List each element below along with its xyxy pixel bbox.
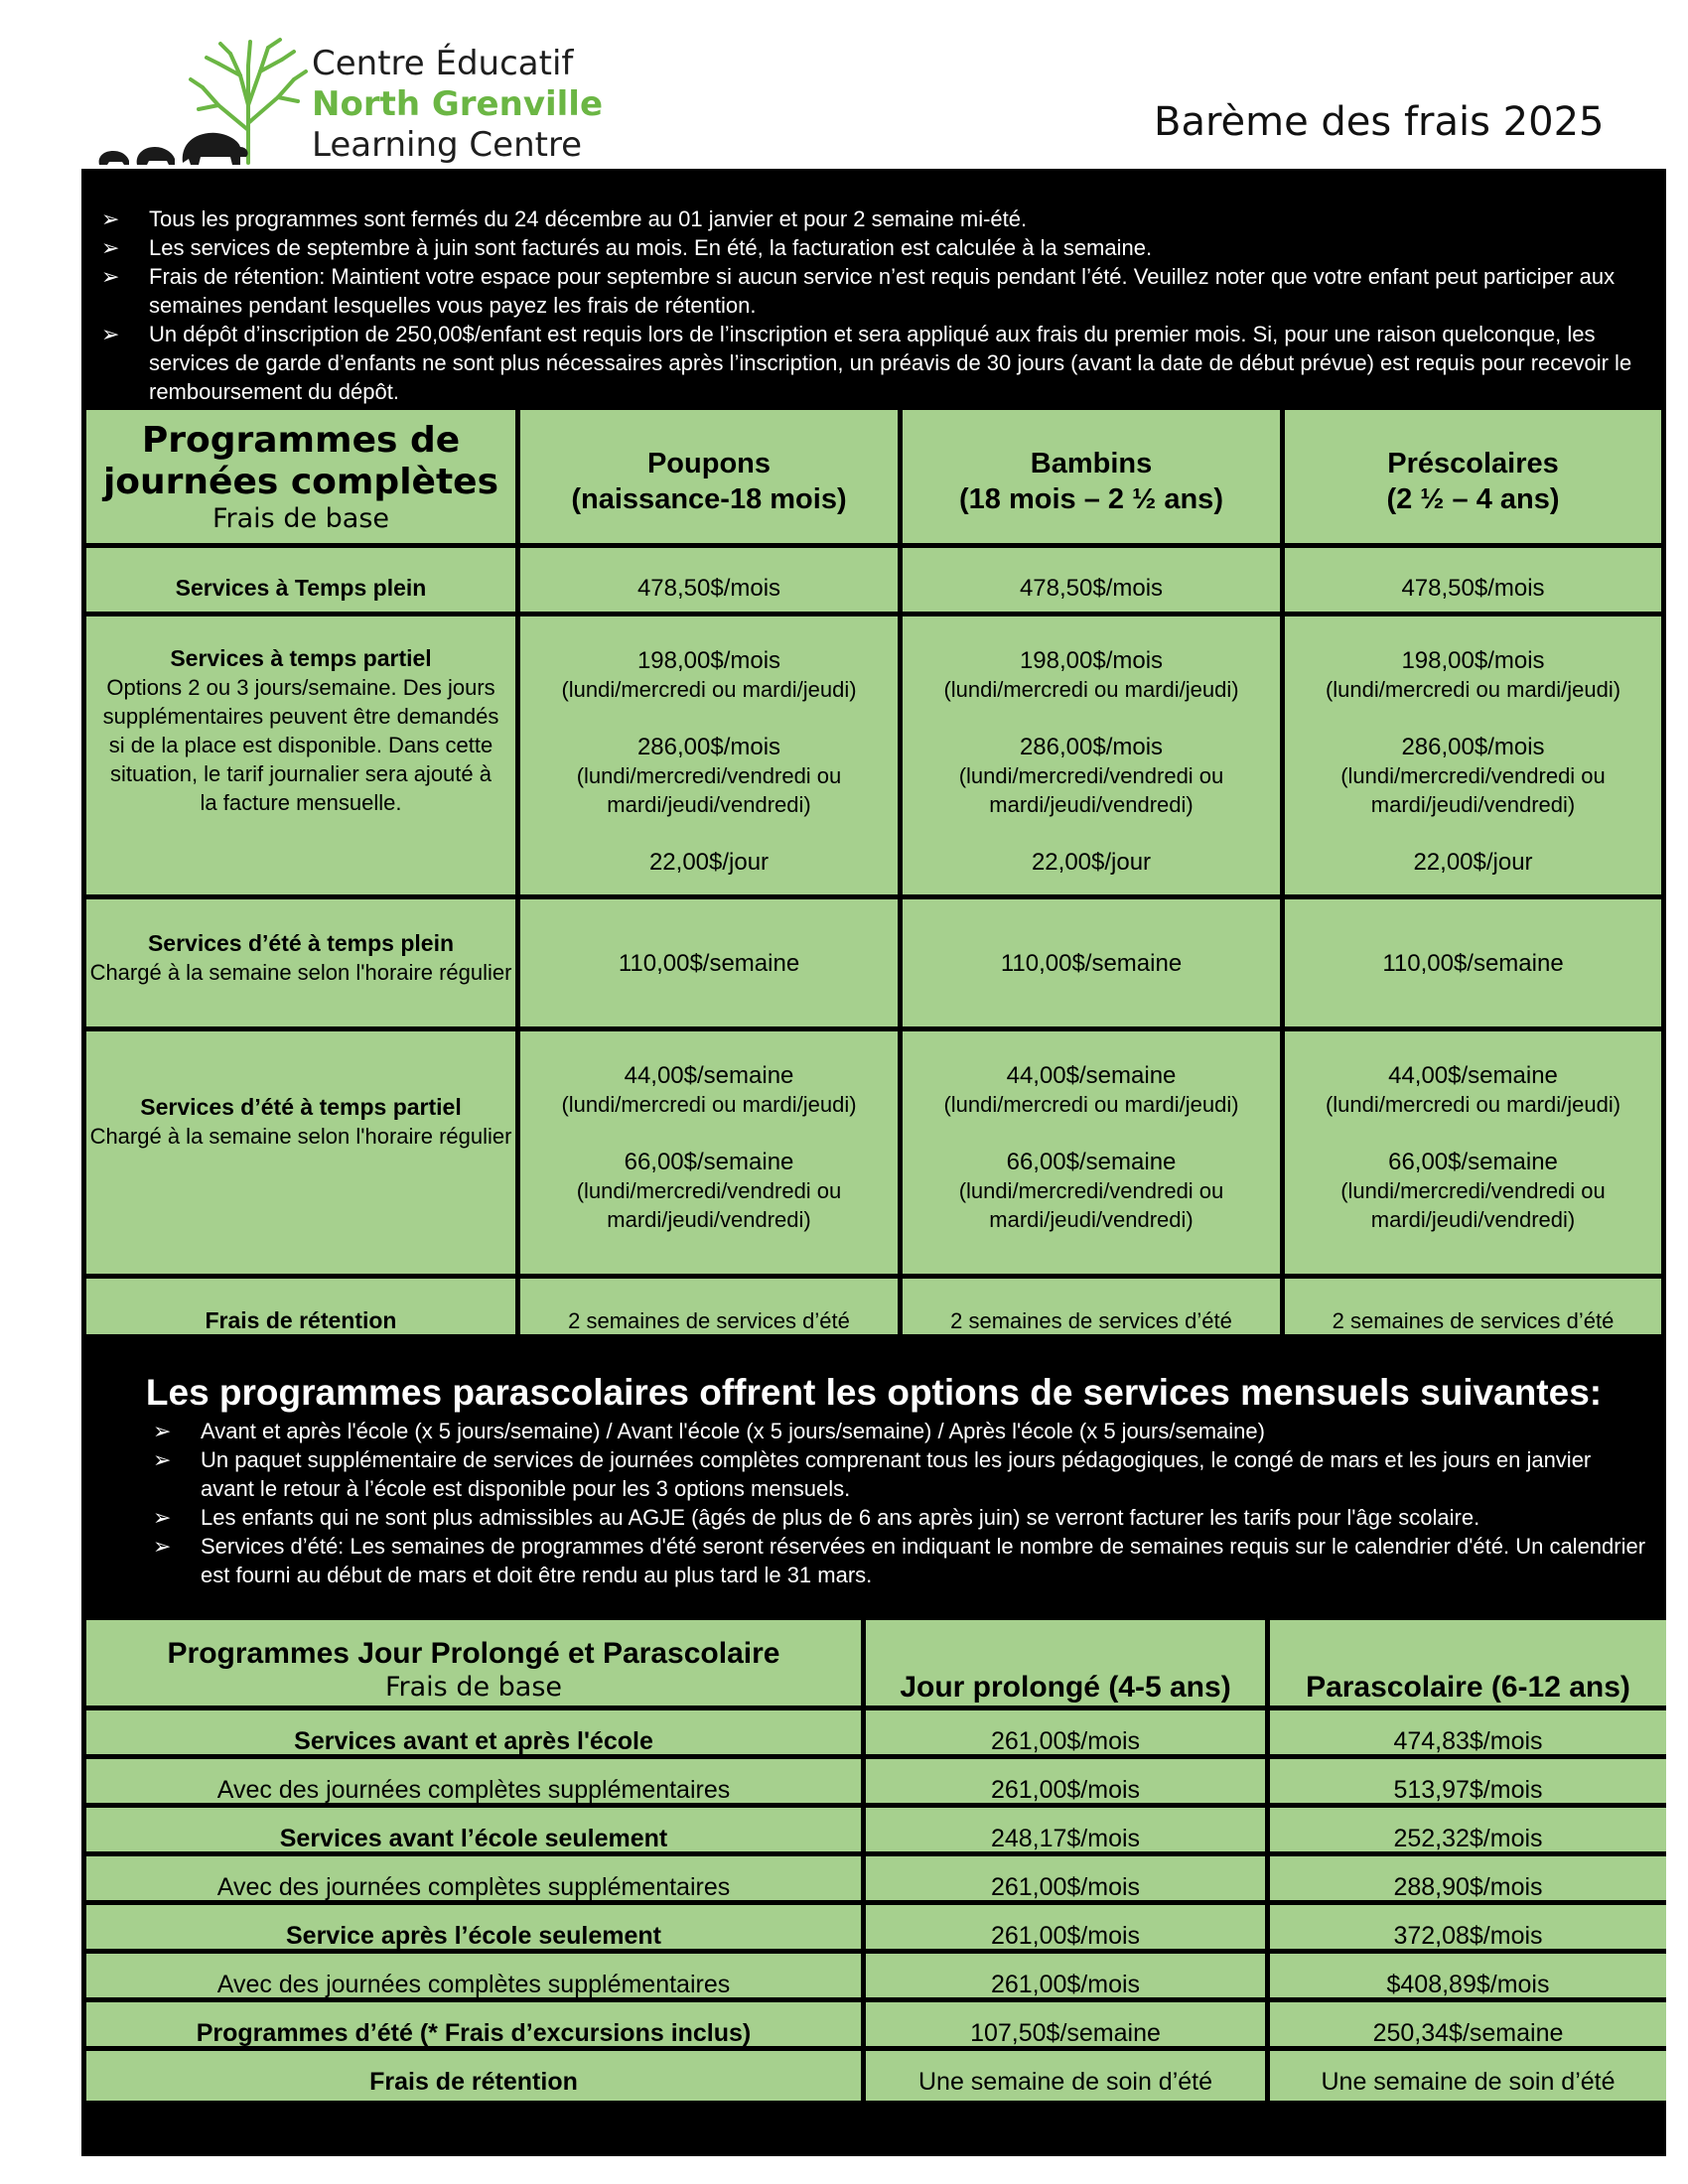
full-day-title-1: Programmes de <box>141 420 461 461</box>
arrow-bullet-icon: ➢ <box>101 235 120 260</box>
afterschool-bullet: ➢ Les enfants qui ne sont plus admissibles au AGJE (âgés de plus de 6 ans après juin) se verront facturer les tarifs pour l'âge scolaire. <box>153 1505 1480 1530</box>
extended-row-label: Services avant et après l'école <box>86 1710 861 1754</box>
arrow-bullet-icon: ➢ <box>153 1447 172 1472</box>
logo-line-3: Learning Centre <box>312 125 583 165</box>
part-time-values: 198,00$/mois (lundi/mercredi ou mardi/jeudi) 286,00$/mois (lundi/mercredi/vendredi ou mardi/jeudi/vendredi) 22,00$/jour <box>520 616 898 894</box>
column-header-prescolaires: Préscolaires (2 ½ – 4 ans) <box>1285 410 1661 543</box>
document-title: Barème des frais 2025 <box>1154 99 1605 145</box>
afterschool-bullet: ➢ Avant et après l'école (x 5 jours/semaine) / Avant l'école (x 5 jours/semaine) / Après l'école (x 5 jours/semaine) <box>153 1419 1265 1443</box>
afterschool-bullet: ➢ Un paquet supplémentaire de services de journées complètes comprenant tous les jours pédagogiques, le congé de mars et les jours en janvier avant le retour à l’école est disponible pour les 3 options mensuels. <box>153 1447 1592 1501</box>
extended-row-value-parascolaire: 513,97$/mois <box>1270 1759 1666 1803</box>
column-header-jour-prolonge: Jour prolongé (4-5 ans) <box>866 1620 1265 1706</box>
summer-full-value: 110,00$/semaine <box>520 899 898 1026</box>
extended-row-label: Avec des journées complètes supplémentaires <box>86 1954 861 1997</box>
part-time-values: 198,00$/mois (lundi/mercredi ou mardi/jeudi) 286,00$/mois (lundi/mercredi/vendredi ou mardi/jeudi/vendredi) 22,00$/jour <box>1285 616 1661 894</box>
summer-part-values: 44,00$/semaine (lundi/mercredi ou mardi/jeudi) 66,00$/semaine (lundi/mercredi/vendredi ou mardi/jeudi/vendredi) <box>903 1031 1280 1274</box>
note-item: ➢ Un dépôt d’inscription de 250,00$/enfant est requis lors de l’inscription et sera appliqué aux frais du premier mois. Si, pour une raison quelconque, les services de garde d’enfants ne sont plus nécessaires après l’inscription, un préavis de 30 jours (avant la date de début prévue) est requis pour recevoir le remboursement du dépôt. <box>101 322 1632 404</box>
extended-subtitle: Frais de base <box>384 1672 563 1703</box>
general-notes-list <box>81 169 1666 406</box>
extended-row-label: Avec des journées complètes supplémentaires <box>86 1759 861 1803</box>
summer-full-label-cell <box>86 899 515 1026</box>
column-header-parascolaire: Parascolaire (6-12 ans) <box>1270 1620 1666 1706</box>
part-time-label: Services à temps partiel <box>170 645 432 671</box>
arrow-bullet-icon: ➢ <box>101 322 120 346</box>
note-item: ➢ Les services de septembre à juin sont facturés au mois. En été, la facturation est calculée à la semaine. <box>101 235 1153 260</box>
summer-part-label: Services d’été à temps partiel <box>140 1094 462 1120</box>
extended-row-value-jour-prolonge: 261,00$/mois <box>866 1905 1265 1949</box>
extended-row-label: Service après l’école seulement <box>86 1905 861 1949</box>
extended-row-label: Programmes d’été (* Frais d’excursions inclus) <box>86 2002 861 2046</box>
extended-row-label: Services avant l’école seulement <box>86 1808 861 1851</box>
extended-row-label: Avec des journées complètes supplémentaires <box>86 1856 861 1900</box>
full-time-label: Services à Temps plein <box>86 548 515 612</box>
extended-row-value-jour-prolonge: 107,50$/semaine <box>866 2002 1265 2046</box>
column-header-poupons: Poupons (naissance-18 mois) <box>520 410 898 543</box>
retention-value: 2 semaines de services d’été <box>903 1279 1280 1334</box>
extended-title: Programmes Jour Prolongé et Parascolaire <box>167 1637 780 1670</box>
extended-row-value-parascolaire: 288,90$/mois <box>1270 1856 1666 1900</box>
part-time-values: 198,00$/mois (lundi/mercredi ou mardi/jeudi) 286,00$/mois (lundi/mercredi/vendredi ou mardi/jeudi/vendredi) 22,00$/jour <box>903 616 1280 894</box>
extended-row-value-parascolaire: 474,83$/mois <box>1270 1710 1666 1754</box>
full-time-value: 478,50$/mois <box>903 548 1280 612</box>
afterschool-bullets <box>81 1415 1666 1589</box>
full-time-value: 478,50$/mois <box>1285 548 1661 612</box>
extended-row-value-jour-prolonge: Une semaine de soin d’été <box>866 2051 1265 2101</box>
arrow-bullet-icon: ➢ <box>153 1534 172 1559</box>
afterschool-bullet: ➢ Services d’été: Les semaines de programmes d'été seront réservées en indiquant le nombre de semaines requis sur le calendrier d'été. Un calendrier est fourni au début de mars et doit être rendu au plus tard le 31 mars. <box>153 1534 1646 1587</box>
tree-and-bears-icon <box>91 36 320 170</box>
extended-row-value-jour-prolonge: 261,00$/mois <box>866 1759 1265 1803</box>
logo-line-1: Centre Éducatif <box>312 44 574 83</box>
retention-value: 2 semaines de services d’été <box>1285 1279 1661 1334</box>
part-time-label-cell <box>86 616 515 894</box>
column-header-bambins: Bambins (18 mois – 2 ½ ans) <box>903 410 1280 543</box>
extended-row-label: Frais de rétention <box>86 2051 861 2101</box>
extended-row-value-jour-prolonge: 248,17$/mois <box>866 1808 1265 1851</box>
summer-full-description: Chargé à la semaine selon l'horaire régulier <box>89 960 512 985</box>
summer-part-description: Chargé à la semaine selon l'horaire régulier <box>89 1124 512 1149</box>
logo-text <box>312 44 603 166</box>
full-time-value: 478,50$/mois <box>520 548 898 612</box>
extended-row-value-parascolaire: $408,89$/mois <box>1270 1954 1666 1997</box>
afterschool-heading: Les programmes parascolaires offrent les options de services mensuels suivantes: <box>145 1372 1603 1413</box>
full-day-title-cell <box>86 410 515 543</box>
afterschool-info-panel <box>81 1335 1666 1615</box>
note-item: ➢ Frais de rétention: Maintient votre espace pour septembre si aucun service n’est requis pendant l’été. Veuillez noter que votre enfant peut participer aux semaines pendant lesquelles vous payez les frais de rétention. <box>101 264 1616 318</box>
part-time-description: Options 2 ou 3 jours/semaine. Des jours supplémentaires peuvent être demandés si de la place est disponible. Dans cette situation, le tarif journalier sera ajouté à la facture mensuelle. <box>102 675 499 815</box>
extended-row-value-parascolaire: 372,08$/mois <box>1270 1905 1666 1949</box>
full-day-subtitle: Frais de base <box>211 503 390 534</box>
summer-part-values: 44,00$/semaine (lundi/mercredi ou mardi/jeudi) 66,00$/semaine (lundi/mercredi/vendredi ou mardi/jeudi/vendredi) <box>1285 1031 1661 1274</box>
extended-row-value-parascolaire: 250,34$/semaine <box>1270 2002 1666 2046</box>
summer-full-value: 110,00$/semaine <box>903 899 1280 1026</box>
arrow-bullet-icon: ➢ <box>101 264 120 289</box>
note-item: ➢ Tous les programmes sont fermés du 24 décembre au 01 janvier et pour 2 semaine mi-été. <box>101 206 1028 231</box>
logo-line-2: North Grenville <box>312 84 604 124</box>
full-day-title-2: journées complètes <box>102 462 499 502</box>
full-day-fee-table <box>81 405 1666 1335</box>
extended-fee-table <box>81 1615 1666 2156</box>
extended-row-value-jour-prolonge: 261,00$/mois <box>866 1954 1265 1997</box>
extended-row-value-jour-prolonge: 261,00$/mois <box>866 1856 1265 1900</box>
summer-full-value: 110,00$/semaine <box>1285 899 1661 1026</box>
summer-full-label: Services d’été à temps plein <box>147 930 455 956</box>
general-notes-panel <box>81 169 1666 405</box>
retention-label: Frais de rétention <box>86 1279 515 1334</box>
retention-value: 2 semaines de services d’été <box>520 1279 898 1334</box>
arrow-bullet-icon: ➢ <box>153 1419 172 1443</box>
logo <box>91 36 608 170</box>
summer-part-values: 44,00$/semaine (lundi/mercredi ou mardi/jeudi) 66,00$/semaine (lundi/mercredi/vendredi ou mardi/jeudi/vendredi) <box>520 1031 898 1274</box>
extended-row-value-parascolaire: 252,32$/mois <box>1270 1808 1666 1851</box>
extended-row-value-parascolaire: Une semaine de soin d’été <box>1270 2051 1666 2101</box>
arrow-bullet-icon: ➢ <box>101 206 120 231</box>
extended-row-value-jour-prolonge: 261,00$/mois <box>866 1710 1265 1754</box>
arrow-bullet-icon: ➢ <box>153 1505 172 1530</box>
extended-title-cell <box>86 1620 861 1706</box>
summer-part-label-cell <box>86 1031 515 1274</box>
